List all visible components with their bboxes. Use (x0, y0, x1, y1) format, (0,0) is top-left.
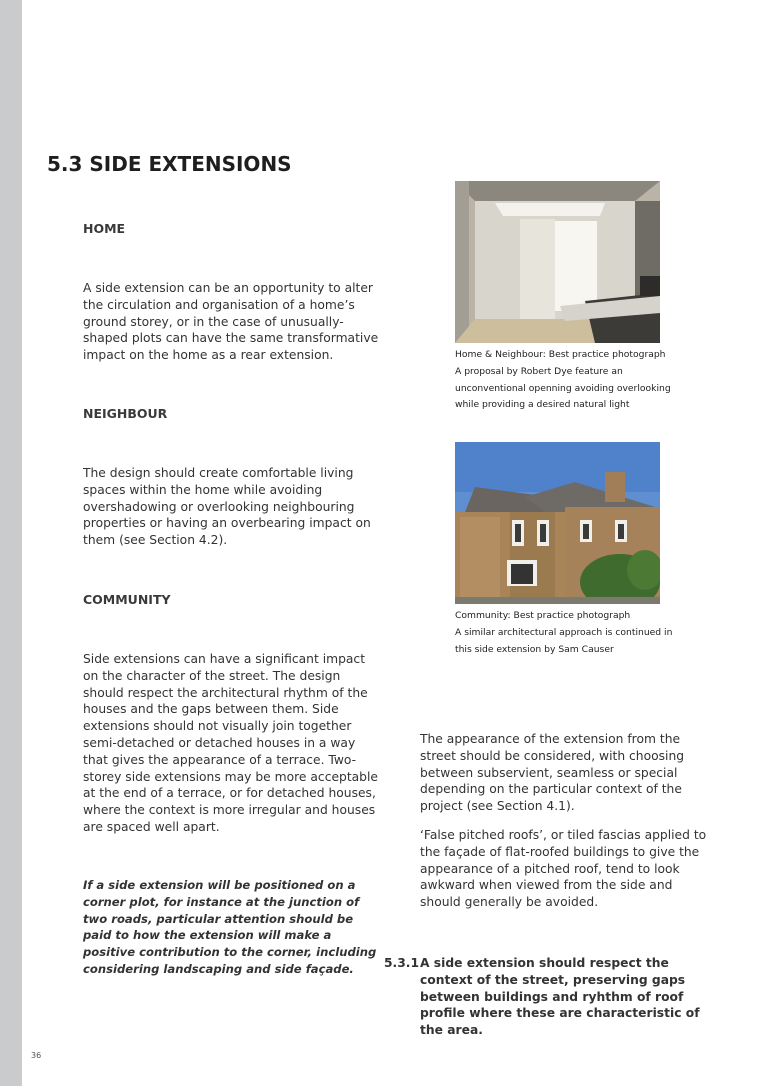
home-paragraph: A side extension can be an opportunity to alter the circulation and organisation of a home’s ground storey, or in the case of unusually-shaped plots can have the same transformative impact on the home as a rear extension. (83, 281, 379, 363)
heading-home: HOME (83, 221, 126, 236)
interior-caption-line1: Home & Neighbour: Best practice photograph (455, 349, 666, 360)
clause-text: A side extension should respect the context of the street, preserving gaps between buildings and ryhthm of roof profile where these are characteristic of the area. (420, 956, 700, 1038)
interior-caption-line4: while providing a desired natural light (455, 399, 630, 411)
page-title: 5.3 SIDE EXTENSIONS (47, 152, 292, 176)
heading-community: COMMUNITY (83, 592, 171, 607)
house-caption-line2: A similar architectural approach is continued in (455, 626, 673, 638)
interior-caption-line2: A proposal by Robert Dye feature an (455, 365, 623, 377)
false-roofs-paragraph: ‘False pitched roofs’, or tiled fascias applied to the façade of flat-roofed buildings to give the appearance of a pitched roof, tend to look awkward when viewed from the side and should generally be avoided. (420, 828, 707, 910)
page-number: 36 (31, 1051, 42, 1060)
page-margin-bar (0, 0, 22, 1086)
interior-caption (455, 347, 675, 414)
interior-photograph (455, 181, 660, 343)
corner-plot-note: If a side extension will be positioned on a corner plot, for instance at the junction of two roads, particular attention should be paid to how the extension will make a positive contribution to the corner, including considering landscaping and side façade. (83, 878, 377, 976)
heading-neighbour: NEIGHBOUR (83, 406, 168, 421)
clause-number: 5.3.1 (384, 956, 420, 970)
house-caption-line1: Community: Best practice photograph (455, 610, 631, 621)
neighbour-paragraph: The design should create comfortable living spaces within the home while avoiding overshadowing or overlooking neighbouring properties or having an overbearing impact on them (see Section 4.2). (83, 466, 371, 548)
house-caption-line3: this side extension by Sam Causer (455, 643, 614, 655)
community-paragraph: Side extensions can have a significant impact on the character of the street. The design should respect the architectural rhythm of the houses and the gaps between them. Side extensions should not visually join together semi-detached or detached houses in a way that gives the appearance of a terrace. Two-storey side extensions may be more acceptable at the end of a terrace, or for detached houses, where the context is more irregular and houses are spaced well apart. (83, 652, 378, 834)
house-photograph (455, 442, 660, 604)
interior-caption-line3: unconventional openning avoiding overlooking (455, 382, 671, 394)
appearance-paragraph: The appearance of the extension from the street should be considered, with choosing between subservient, seamless or special depending on the particular context of the project (see Section 4.1). (420, 732, 685, 814)
house-caption (455, 608, 675, 658)
